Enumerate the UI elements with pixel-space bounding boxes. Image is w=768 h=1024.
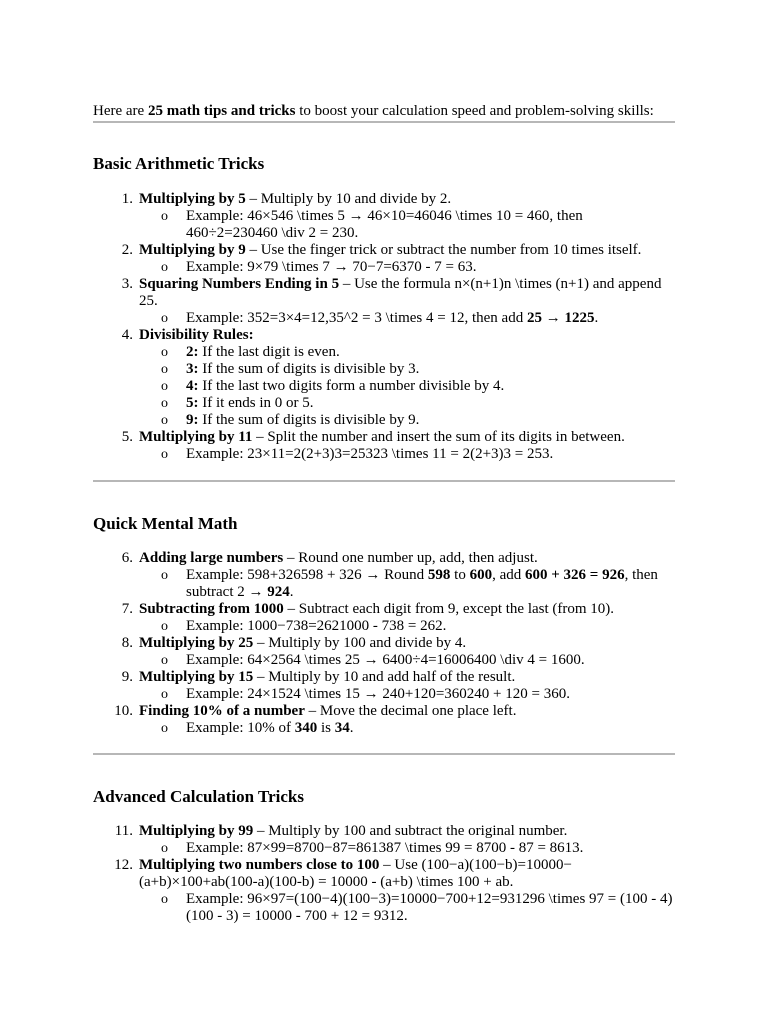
item-number: 5. bbox=[121, 429, 133, 445]
sub-list-item bbox=[139, 378, 675, 395]
section-list bbox=[93, 191, 675, 463]
item-number: 6. bbox=[121, 550, 133, 566]
bullet-icon: o bbox=[161, 841, 168, 856]
sub-item-bold: 3: bbox=[186, 361, 199, 377]
sub-list bbox=[139, 618, 675, 635]
sub-list bbox=[139, 840, 675, 857]
bullet-icon: o bbox=[161, 413, 168, 428]
section-heading: Quick Mental Math bbox=[93, 514, 238, 533]
item-title: Multiplying by 25 bbox=[139, 635, 254, 651]
sub-item-text: , then subtract 2 → bbox=[186, 567, 658, 600]
sub-list-item bbox=[139, 567, 675, 601]
list-item bbox=[93, 550, 675, 601]
item-title: Multiplying by 11 bbox=[139, 429, 253, 445]
list-item bbox=[93, 823, 675, 857]
sub-item-text: If the last two digits form a number divisible by 4. bbox=[198, 378, 505, 394]
section-heading: Basic Arithmetic Tricks bbox=[93, 154, 265, 173]
sub-list-item bbox=[139, 208, 675, 242]
sub-list-item bbox=[139, 344, 675, 361]
item-text: – Split the number and insert the sum of its digits in between. bbox=[252, 429, 625, 445]
list-item bbox=[93, 242, 675, 276]
list-item bbox=[93, 669, 675, 703]
item-title: Multiplying by 99 bbox=[139, 823, 254, 839]
sub-list-item bbox=[139, 259, 675, 276]
intro-text: Here are bbox=[93, 103, 148, 119]
bullet-icon: o bbox=[161, 892, 168, 907]
sub-item-text: . bbox=[594, 310, 599, 326]
item-title: Squaring Numbers Ending in 5 bbox=[139, 276, 340, 292]
sub-item-text: Example: 352=3×4=12,35^2 = 3 \times 4 = 12, then add bbox=[186, 310, 527, 326]
list-item bbox=[93, 276, 675, 327]
bullet-icon: o bbox=[161, 653, 168, 668]
item-text: – Use the formula n×(n+1)n \times (n+1) and append 25. bbox=[139, 276, 662, 309]
item-title: Multiplying by 5 bbox=[139, 191, 246, 207]
sub-item-text: Example: 23×11=2(2+3)3=25323 \times 11 = 2(2+3)3 = 253. bbox=[186, 446, 554, 462]
list-item bbox=[93, 191, 675, 242]
bullet-icon: o bbox=[161, 311, 168, 326]
sub-item-text: Example: 10% of bbox=[186, 720, 295, 736]
sub-item-bold: 340 bbox=[294, 720, 318, 736]
sub-item-text: is bbox=[317, 720, 335, 736]
sub-list bbox=[139, 686, 675, 703]
section-list bbox=[93, 550, 675, 737]
intro-text-end: to boost your calculation speed and problem-solving skills: bbox=[295, 103, 654, 119]
sub-item-bold: 4: bbox=[186, 378, 199, 394]
item-text: – Round one number up, add, then adjust. bbox=[283, 550, 538, 566]
sub-list-item bbox=[139, 840, 675, 857]
list-item bbox=[93, 703, 675, 737]
item-text: – Multiply by 10 and divide by 2. bbox=[245, 191, 452, 207]
item-number: 1. bbox=[121, 191, 133, 207]
bullet-icon: o bbox=[161, 721, 168, 736]
sub-list bbox=[139, 652, 675, 669]
item-number: 7. bbox=[121, 601, 133, 617]
sub-list-item bbox=[139, 686, 675, 703]
sub-list bbox=[139, 446, 675, 463]
item-title: Multiplying by 9 bbox=[139, 242, 246, 258]
sub-item-text: , add bbox=[492, 567, 525, 583]
sub-list bbox=[139, 259, 675, 276]
item-number: 10. bbox=[114, 703, 133, 719]
list-item bbox=[93, 601, 675, 635]
item-text: – Multiply by 10 and add half of the result. bbox=[253, 669, 516, 685]
sub-item-text: Example: 64×2564 \times 25 → 6400÷4=16006400 \div 4 = 1600. bbox=[186, 652, 585, 668]
sub-list bbox=[139, 208, 675, 242]
sub-item-bold: 600 + 326 = 926 bbox=[525, 567, 625, 583]
horizontal-rule bbox=[93, 121, 675, 123]
sub-item-bold: 34 bbox=[334, 720, 350, 736]
sub-list bbox=[139, 567, 675, 601]
item-title: Adding large numbers bbox=[139, 550, 284, 566]
horizontal-rule bbox=[93, 480, 675, 482]
sub-item-bold: 600 bbox=[469, 567, 493, 583]
item-number: 8. bbox=[121, 635, 133, 651]
sub-item-text: If the sum of digits is divisible by 3. bbox=[198, 361, 420, 377]
item-title: Multiplying by 15 bbox=[139, 669, 254, 685]
sub-item-bold: 924 bbox=[267, 584, 290, 600]
item-text: – Multiply by 100 and divide by 4. bbox=[253, 635, 467, 651]
intro-paragraph bbox=[93, 103, 693, 120]
item-number: 3. bbox=[121, 276, 133, 292]
list-item bbox=[93, 429, 675, 463]
sub-list-item bbox=[139, 652, 675, 669]
sub-item-bold: 9: bbox=[186, 412, 199, 428]
item-number: 4. bbox=[121, 327, 133, 343]
item-title: Multiplying two numbers close to 100 bbox=[139, 857, 380, 873]
list-item bbox=[93, 327, 675, 429]
sub-list-item bbox=[139, 891, 675, 925]
sub-list-item bbox=[139, 310, 675, 327]
item-text: – Subtract each digit from 9, except the last (from 10). bbox=[283, 601, 615, 617]
sub-list-item bbox=[139, 446, 675, 463]
sub-list bbox=[139, 720, 675, 737]
sub-item-text: Example: 598+326598 + 326 → Round bbox=[186, 567, 428, 583]
sub-item-bold: 25 → 1225 bbox=[526, 310, 595, 326]
item-text: – Multiply by 100 and subtract the original number. bbox=[253, 823, 568, 839]
sub-item-bold: 5: bbox=[186, 395, 199, 411]
item-number: 2. bbox=[121, 242, 133, 258]
bullet-icon: o bbox=[161, 447, 168, 462]
sub-list-item bbox=[139, 720, 675, 737]
item-text: – Move the decimal one place left. bbox=[304, 703, 517, 719]
item-title: Finding 10% of a number bbox=[139, 703, 305, 719]
sub-item-text: Example: 96×97=(100−4)(100−3)=10000−700+12=931296 \times 97 = (100 - 4)(100 - 3) = 10000 - 700 + 12 = 9312. bbox=[186, 891, 673, 924]
bullet-icon: o bbox=[161, 396, 168, 411]
sub-item-text: If it ends in 0 or 5. bbox=[198, 395, 314, 411]
bullet-icon: o bbox=[161, 687, 168, 702]
sub-item-text: Example: 87×99=8700−87=861387 \times 99 = 8700 - 87 = 8613. bbox=[186, 840, 584, 856]
intro-bold-text: 25 math tips and tricks bbox=[147, 103, 296, 119]
list-item bbox=[93, 857, 675, 925]
sub-list bbox=[139, 891, 675, 925]
list-item bbox=[93, 635, 675, 669]
item-number: 9. bbox=[121, 669, 133, 685]
item-title: Subtracting from 1000 bbox=[139, 601, 284, 617]
item-number: 12. bbox=[114, 857, 133, 873]
horizontal-rule bbox=[93, 753, 675, 755]
bullet-icon: o bbox=[161, 260, 168, 275]
bullet-icon: o bbox=[161, 209, 168, 224]
sub-list bbox=[139, 310, 675, 327]
item-text: – Use (100−a)(100−b)=10000−(a+b)×100+ab(100-a)(100-b) = 10000 - (a+b) \times 100 + ab. bbox=[139, 857, 572, 890]
sub-item-text: . bbox=[289, 584, 294, 600]
item-title: Divisibility Rules: bbox=[139, 327, 254, 343]
sub-list-item bbox=[139, 395, 675, 412]
sub-item-text: If the last digit is even. bbox=[198, 344, 340, 360]
bullet-icon: o bbox=[161, 568, 168, 583]
bullet-icon: o bbox=[161, 379, 168, 394]
sub-list-item bbox=[139, 618, 675, 635]
sub-item-text: Example: 1000−738=2621000 - 738 = 262. bbox=[186, 618, 447, 634]
sub-list-item bbox=[139, 412, 675, 429]
sub-item-text: Example: 46×546 \times 5 → 46×10=46046 \times 10 = 460, then 460÷2=230460 \div 2 = 230. bbox=[186, 208, 583, 241]
sub-item-text: to bbox=[450, 567, 470, 583]
item-number: 11. bbox=[114, 823, 133, 839]
bullet-icon: o bbox=[161, 362, 168, 377]
sub-item-text: Example: 9×79 \times 7 → 70−7=6370 - 7 = 63. bbox=[186, 259, 477, 275]
bullet-icon: o bbox=[161, 619, 168, 634]
sub-item-text: Example: 24×1524 \times 15 → 240+120=360240 + 120 = 360. bbox=[186, 686, 570, 702]
sub-item-bold: 2: bbox=[186, 344, 199, 360]
sub-list bbox=[139, 344, 675, 429]
sub-item-text: . bbox=[349, 720, 354, 736]
sub-item-text: If the sum of digits is divisible by 9. bbox=[198, 412, 420, 428]
sub-item-bold: 598 bbox=[427, 567, 451, 583]
item-text: – Use the finger trick or subtract the number from 10 times itself. bbox=[245, 242, 642, 258]
section-heading: Advanced Calculation Tricks bbox=[93, 787, 304, 806]
bullet-icon: o bbox=[161, 345, 168, 360]
section-list bbox=[93, 823, 675, 925]
sub-list-item bbox=[139, 361, 675, 378]
